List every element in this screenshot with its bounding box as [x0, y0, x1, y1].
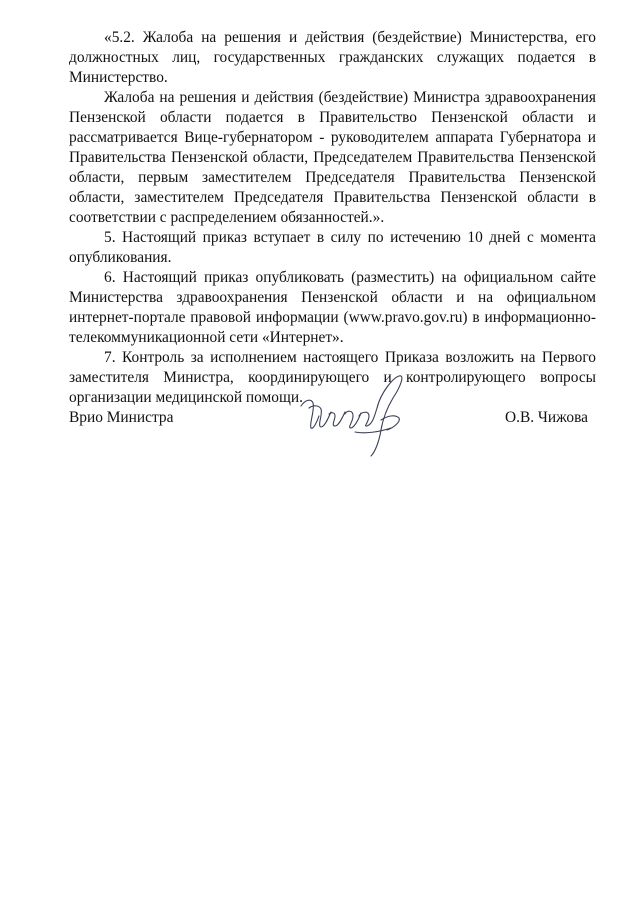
document-body — [69, 28, 596, 408]
paragraph-control: 7. Контроль за исполнением настоящего Приказа возложить на Первого заместителя Министра, координирующего и контролирующего вопросы организации медицинской помощи. — [69, 349, 596, 406]
paragraph-complaint-ministry: «5.2. Жалоба на решения и действия (бездействие) Министерства, его должностных лиц, государственных гражданских служащих подается в Министерство. — [69, 29, 596, 86]
signer-name: О.В. Чижова — [504, 409, 588, 426]
paragraph-complaint-minister: Жалоба на решения и действия (бездействие) Министра здравоохранения Пензенской области подается в Правительство Пензенской области и рассматривается Вице-губернатором - руководителем аппарата Губернатора и Правительства Пензенской области, Председателем Правительства Пензенской области, первым заместителем Председателя Правительства Пензенской области, заместителем Председателя Правительства Пензенской области в соответствии с распределением обязанностей.». — [69, 89, 596, 226]
handwritten-signature — [295, 372, 415, 460]
signer-position: Врио Министра — [69, 409, 174, 426]
paragraph-publication: 6. Настоящий приказ опубликовать (разместить) на официальном сайте Министерства здравоохранения Пензенской области и на официальном интернет-портале правовой информации (www.pravo.gov.ru) в информационно-телекоммуникационной сети «Интернет». — [69, 269, 596, 346]
paragraph-effective-date: 5. Настоящий приказ вступает в силу по истечению 10 дней с момента опубликования. — [69, 229, 596, 266]
